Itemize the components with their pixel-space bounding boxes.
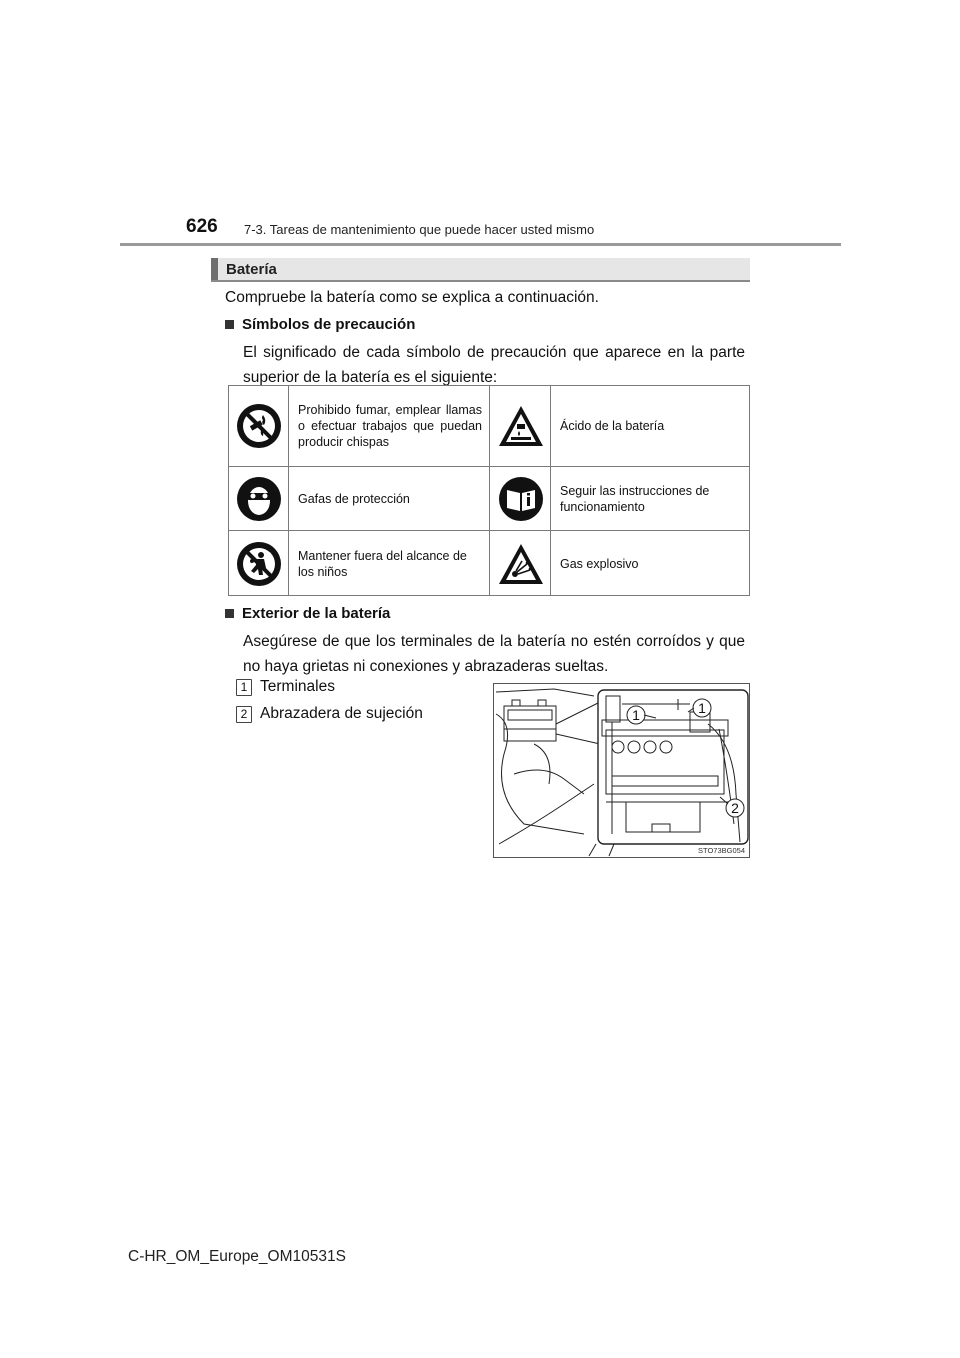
battery-figure — [493, 683, 750, 858]
column-divider — [229, 531, 490, 596]
legend-number: 1 — [236, 679, 252, 696]
symbol-cell — [491, 531, 551, 596]
footer-doc-id: C-HR_OM_Europe_OM10531S — [128, 1248, 346, 1265]
symbols-heading — [225, 316, 415, 333]
symbol-text-cell — [552, 467, 749, 530]
callout-1b: 1 — [698, 700, 706, 716]
page-number: 626 — [186, 216, 218, 237]
callout-2: 2 — [731, 800, 739, 816]
bullet-square — [225, 609, 234, 618]
bullet-square — [225, 320, 234, 329]
callout-1a: 1 — [632, 707, 640, 723]
symbol-label: Ácido de la batería — [560, 419, 665, 433]
symbol-label: Gas explosivo — [560, 556, 639, 571]
legend-label: Abrazadera de sujeción — [260, 705, 423, 722]
symbols-table — [228, 385, 750, 596]
symbol-cell — [491, 467, 551, 530]
running-header: 7-3. Tareas de mantenimiento que puede hacer usted mismo — [244, 222, 595, 237]
symbol-cell — [491, 386, 551, 466]
symbol-label: Seguir las instrucciones de funcionamiento — [560, 483, 710, 514]
section-heading-bar — [211, 258, 218, 280]
symbols-description: El significado de cada símbolo de precaución que aparece en la parte superior de la batería es el siguiente: — [243, 344, 745, 386]
section-title: Batería — [226, 261, 277, 278]
legend-item — [236, 705, 423, 723]
symbols-row — [229, 467, 749, 531]
column-divider — [229, 467, 490, 530]
exterior-heading-text: Exterior de la batería — [242, 605, 391, 622]
explosive-gas-warning-icon — [497, 542, 545, 586]
symbols-row — [229, 531, 749, 596]
intro-text: Compruebe la batería como se explica a continuación. — [225, 289, 599, 306]
legend-number: 2 — [236, 706, 252, 723]
symbols-row — [229, 386, 749, 467]
battery-acid-warning-icon — [497, 404, 545, 448]
symbol-label: Gafas de protección — [298, 491, 410, 506]
symbol-label: Mantener fuera del alcance de los niños — [298, 548, 467, 579]
legend-item — [236, 678, 335, 696]
symbols-heading-text: Símbolos de precaución — [242, 316, 416, 333]
column-divider — [229, 386, 490, 466]
read-manual-icon — [498, 476, 544, 522]
battery-illustration — [494, 684, 750, 858]
figure-code: STO73BG054 — [698, 846, 745, 855]
legend-label: Terminales — [260, 678, 335, 695]
symbol-text-cell — [552, 386, 749, 466]
symbol-text-cell — [552, 531, 749, 596]
exterior-description: Asegúrese de que los terminales de la batería no estén corroídos y que no haya grietas ni conexiones y abrazaderas sueltas. — [243, 633, 745, 675]
symbol-label: Prohibido fumar, emplear llamas o efectuar trabajos que puedan producir chispas — [298, 403, 482, 449]
section-heading — [211, 258, 750, 282]
header-rule — [120, 243, 841, 246]
exterior-heading — [225, 605, 390, 622]
